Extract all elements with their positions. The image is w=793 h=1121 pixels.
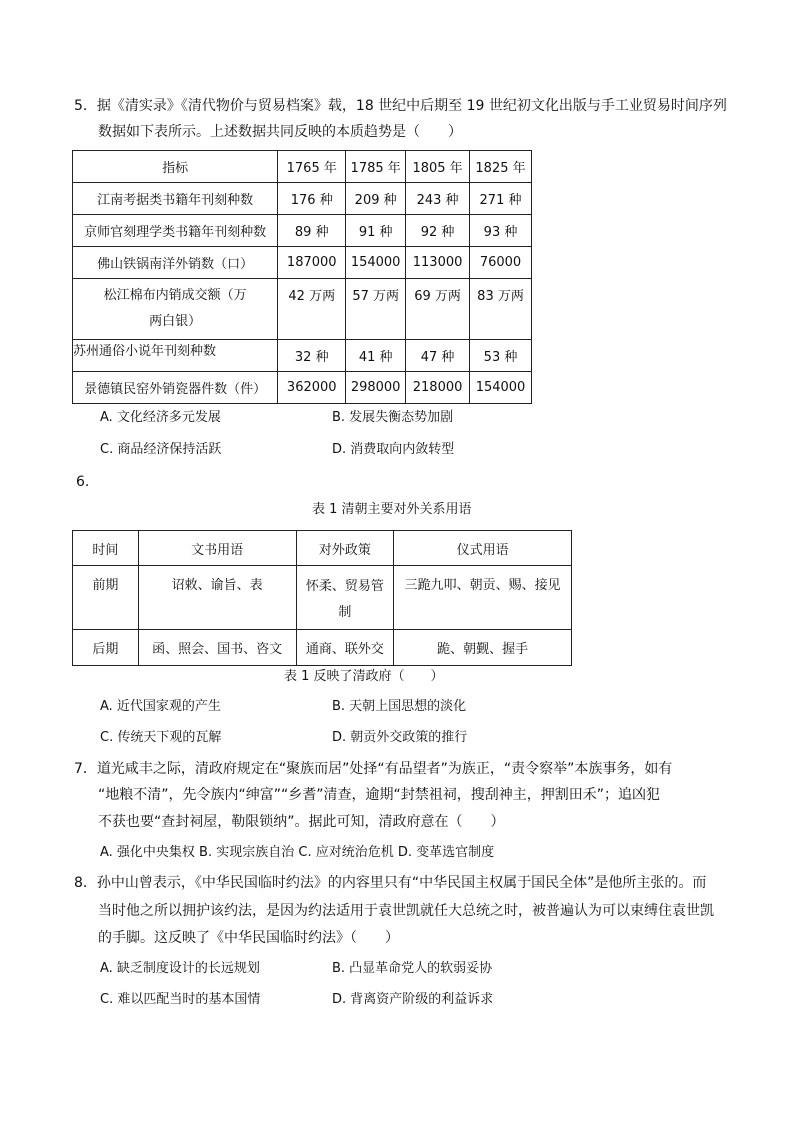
q8-stem-line2: 当时他之所以拥护该约法，是因为约法适用于袁世凯就任大总统之时，被普遍认为可以束缚住袁世凯 [98, 903, 714, 919]
q8-option-a[interactable]: A. 缺乏制度设计的长远规划 [100, 961, 260, 976]
table-cell: 函、照会、国书、咨文 [138, 630, 296, 666]
q5-data-table [72, 150, 532, 404]
table-row [73, 566, 572, 630]
q8-stem-line3: 的手脚。这反映了《中华民国临时约法》（ ） [98, 930, 399, 946]
q6-relations-table [72, 530, 572, 666]
q5-option-b[interactable]: B. 发展失衡态势加剧 [332, 410, 454, 425]
table-cell: 41 种 [346, 340, 406, 372]
table-cell: 松江棉布内销成交额（万两白银） [73, 279, 278, 340]
table-cell: 83 万两 [470, 279, 532, 340]
table-cell: 76000 [470, 247, 532, 279]
q7-stem-line1: 7．道光咸丰之际，清政府规定在“聚族而居”处择“有品望者”为族正，“责令察举”本族事务，如有 [74, 761, 673, 777]
table-header-cell: 1785 年 [346, 151, 406, 183]
table-cell: 93 种 [470, 215, 532, 247]
table-cell: 89 种 [278, 215, 346, 247]
q7-options[interactable]: A. 强化中央集权 B. 实现宗族自治 C. 应对统治危机 D. 变革选官制度 [100, 845, 495, 860]
table-cell: 57 万两 [346, 279, 406, 340]
table-cell: 后期 [73, 630, 139, 666]
table-header-cell: 时间 [73, 531, 139, 566]
table-cell: 92 种 [406, 215, 470, 247]
table-cell: 209 种 [346, 183, 406, 215]
q7-stem-line2: “地粮不清”，先令族内“绅富”“乡耆”清查，逾期“封禁祖祠，搜刮神主，押割田禾”；追凶犯 [98, 787, 661, 803]
table-cell: 江南考据类书籍年刊刻种数 [73, 183, 278, 215]
table-cell: 跪、朝觐、握手 [394, 630, 572, 666]
q6-option-d[interactable]: D. 朝贡外交政策的推行 [332, 730, 468, 745]
table-row [73, 630, 572, 666]
table-cell: 53 种 [470, 340, 532, 372]
table-cell: 32 种 [278, 340, 346, 372]
table-cell: 景德镇民窑外销瓷器件数（件） [73, 372, 278, 404]
table-header-cell: 对外政策 [296, 531, 394, 566]
q6-option-b[interactable]: B. 天朝上国思想的淡化 [332, 699, 467, 714]
table-header-cell: 文书用语 [138, 531, 296, 566]
table-cell: 298000 [346, 372, 406, 404]
table-header-cell: 1805 年 [406, 151, 470, 183]
q5-option-c[interactable]: C. 商品经济保持活跃 [100, 442, 222, 457]
table-cell: 218000 [406, 372, 470, 404]
q6-option-a[interactable]: A. 近代国家观的产生 [100, 699, 221, 714]
table-header-row [73, 151, 532, 183]
table-cell: 154000 [346, 247, 406, 279]
q6-option-c[interactable]: C. 传统天下观的瓦解 [100, 730, 222, 745]
table-row [73, 340, 532, 372]
table-cell: 154000 [470, 372, 532, 404]
table-cell: 三跪九叩、朝贡、赐、接见 [394, 566, 572, 630]
table-cell: 243 种 [406, 183, 470, 215]
q6-table-caption: 表 1 清朝主要对外关系用语 [312, 502, 472, 517]
q7-stem-line3: 不获也要“查封祠屋，勒限锁纳”。据此可知，清政府意在（ ） [98, 814, 505, 830]
table-header-cell: 仪式用语 [394, 531, 572, 566]
table-row [73, 215, 532, 247]
table-header-row [73, 531, 572, 566]
table-cell: 69 万两 [406, 279, 470, 340]
table-header-cell: 指标 [73, 151, 278, 183]
table-row [73, 183, 532, 215]
table-header-cell: 1765 年 [278, 151, 346, 183]
table-cell: 91 种 [346, 215, 406, 247]
table-cell: 京师官刻理学类书籍年刊刻种数 [73, 215, 278, 247]
table-cell: 苏州通俗小说年刊刻种数 [73, 340, 278, 372]
table-header-cell: 1825 年 [470, 151, 532, 183]
table-cell: 佛山铁锅南洋外销数（口） [73, 247, 278, 279]
table-cell: 通商、联外交 [296, 630, 394, 666]
table-cell: 前期 [73, 566, 139, 630]
table-cell: 271 种 [470, 183, 532, 215]
table-cell: 187000 [278, 247, 346, 279]
q8-option-c[interactable]: C. 难以匹配当时的基本国情 [100, 992, 261, 1007]
table-cell: 113000 [406, 247, 470, 279]
table-cell: 怀柔、贸易管制 [296, 566, 394, 630]
q5-stem-line1: 5．据《清实录》《清代物价与贸易档案》载，18 世纪中后期至 19 世纪初文化出版与手工业贸易时间序列 [74, 98, 727, 114]
q8-stem-line1: 8．孙中山曾表示，《中华民国临时约法》的内容里只有“中华民国主权属于国民全体”是他所主张的。而 [74, 875, 707, 891]
q5-option-d[interactable]: D. 消费取向内敛转型 [332, 442, 455, 457]
table-cell: 42 万两 [278, 279, 346, 340]
table-row [73, 279, 532, 340]
table-row [73, 372, 532, 404]
q8-option-b[interactable]: B. 凸显革命党人的软弱妥协 [332, 961, 493, 976]
table-cell: 176 种 [278, 183, 346, 215]
q8-option-d[interactable]: D. 背离资产阶级的利益诉求 [332, 992, 494, 1007]
table-cell: 诏敕、谕旨、表 [138, 566, 296, 630]
q5-stem-line2: 数据如下表所示。上述数据共同反映的本质趋势是（ ） [98, 124, 462, 140]
table-cell: 47 种 [406, 340, 470, 372]
q6-number: 6. [76, 474, 90, 490]
q5-option-a[interactable]: A. 文化经济多元发展 [100, 410, 221, 425]
q6-stem: 表 1 反映了清政府（ ） [284, 669, 444, 684]
table-row [73, 247, 532, 279]
table-cell: 362000 [278, 372, 346, 404]
